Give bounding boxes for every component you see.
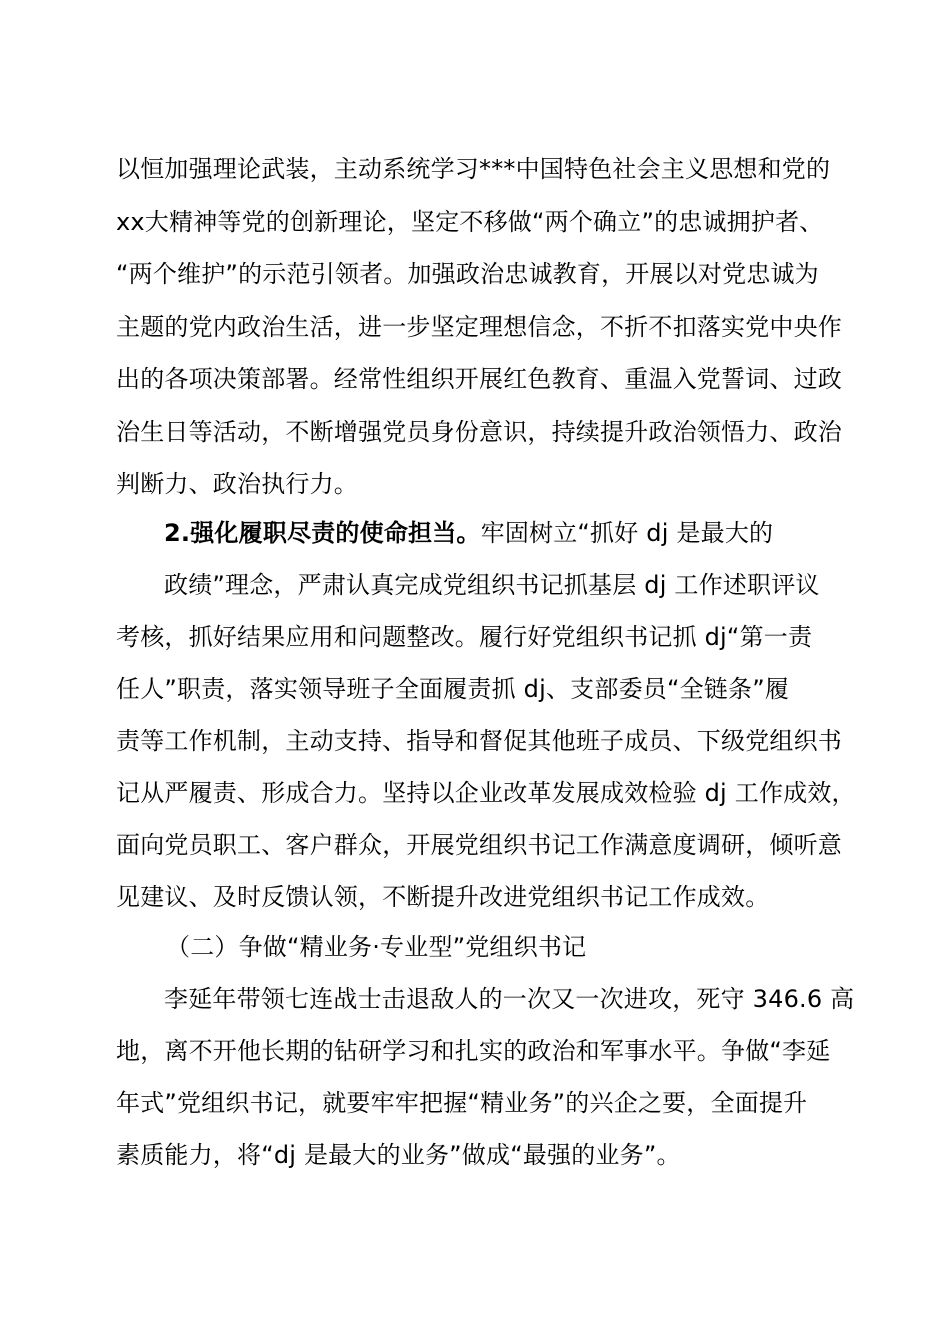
paragraph3-line-1: 李延年带领七连战士击退敌人的一次又一次进攻，死守 346.6 高 <box>164 985 855 1013</box>
paragraph1-line-2: xx大精神等党的创新理论，坚定不移做“两个确立”的忠诚拥护者、 <box>116 208 824 236</box>
section-heading: （二）争做“精业务·专业型”党组织书记 <box>166 933 587 961</box>
paragraph1-line-4: 主题的党内政治生活，进一步坚定理想信念，不折不扣落实党中央作 <box>116 313 842 341</box>
paragraph3-line-3: 年式”党组织书记，就要牢牢把握“精业务”的兴企之要，全面提升 <box>116 1089 808 1117</box>
paragraph1-line-5: 出的各项决策部署。经常性组织开展红色教育、重温入党誓词、过政 <box>116 365 842 393</box>
paragraph1-line-1: 以恒加强理论武装，主动系统学习***中国特色社会主义思想和党的 <box>116 155 831 183</box>
paragraph2-line-7: 见建议、及时反馈认领，不断提升改进党组织书记工作成效。 <box>116 883 770 911</box>
paragraph2-heading: 2.强化履职尽责的使命担当。 <box>164 519 481 547</box>
paragraph1-line-7: 判断力、政治执行力。 <box>116 470 358 498</box>
paragraph1-line-3: “两个维护”的示范引领者。加强政治忠诚教育，开展以对党忠诚为 <box>116 260 819 288</box>
paragraph2-line-6: 面向党员职工、客户群众，开展党组织书记工作满意度调研，倾听意 <box>116 831 842 859</box>
paragraph3-line-4: 素质能力，将“dj 是最大的业务”做成“最强的业务”。 <box>116 1141 681 1169</box>
paragraph2-line-2: 考核，抓好结果应用和问题整改。履行好党组织书记抓 dj“第一责 <box>116 623 813 651</box>
paragraph2-first-line <box>164 516 773 550</box>
paragraph2-line-1: 政绩”理念，严肃认真完成党组织书记抓基层 dj 工作述职评议 <box>164 571 820 599</box>
paragraph2-line-5: 记从严履责、形成合力。坚持以企业改革发展成效检验 dj 工作成效， <box>116 779 856 807</box>
paragraph2-line-4: 责等工作机制，主动支持、指导和督促其他班子成员、下级党组织书 <box>116 727 842 755</box>
paragraph3-line-2: 地，离不开他长期的钻研学习和扎实的政治和军事水平。争做“李延 <box>116 1037 831 1065</box>
paragraph1-line-6: 治生日等活动，不断增强党员身份意识，持续提升政治领悟力、政治 <box>116 418 842 446</box>
paragraph2-line-3: 任人”职责，落实领导班子全面履责抓 dj、支部委员“全链条”履 <box>116 675 790 703</box>
paragraph2-heading-tail: 牢固树立“抓好 dj 是最大的 <box>480 519 774 547</box>
